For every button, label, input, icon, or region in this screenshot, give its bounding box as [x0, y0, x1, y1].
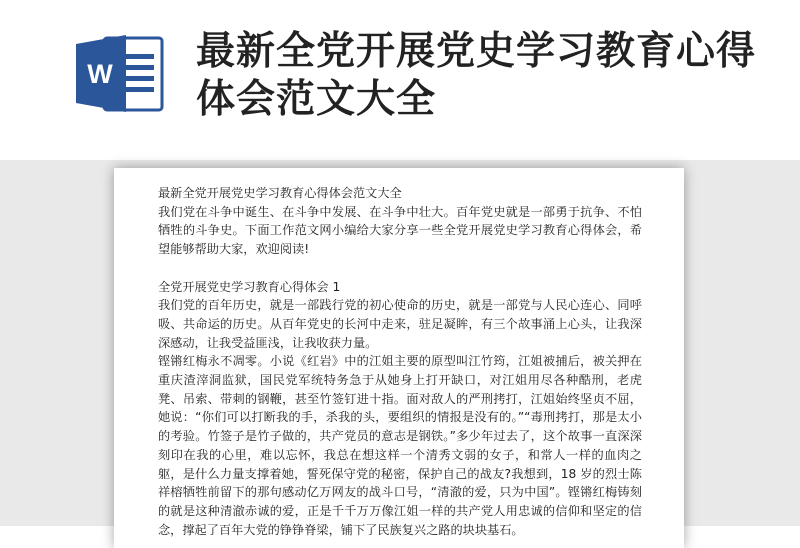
- word-icon-letter: W: [87, 59, 113, 89]
- page-title: 最新全党开展党史学习教育心得体会范文大全: [196, 29, 757, 122]
- document-body: [158, 184, 642, 539]
- document-paragraph: 我们党的百年历史，就是一部践行党的初心使命的历史，就是一部党与人民心连心、同呼吸、共命运的历史。从百年党史的长河中走来，驻足凝眸，有三个故事涌上心头，让我深深感动，让我受益匪浅，让我收获力量。: [158, 298, 642, 350]
- document-paragraph: 我们党在斗争中诞生、在斗争中发展、在斗争中壮大。百年党史就是一部勇于抗争、不怕牺牲的斗争史。下面工作范文网小编给大家分享一些全党开展党史学习教育心得体会，希望能够帮助大家，欢迎阅读!: [158, 204, 642, 257]
- document-paragraph: 铿锵红梅永不凋零。小说《红岩》中的江姐主要的原型叫江竹筠，江姐被捕后，被关押在重庆渣滓洞监狱，国民党军统特务急于从她身上打开缺口，对江姐用尽各种酷刑，老虎凳、吊索、带刺的钢鞭，甚至竹签钉进十指。面对敌人的严刑拷打，江姐始终坚贞不屈，她说：“你们可以打断我的手，杀我的头，要组织的情报是没有的。”“毒刑拷打，那是太小的考验。竹签子是竹子做的，共产党员的意志是钢铁。”多少年过去了，这个故事一直深深刻印在我的心里，难以忘怀，我总在想这样一个清秀文弱的女子，和常人一样的血肉之躯，是什么力量支撑着她，誓死保守党的秘密，保护自己的战友?我想到，18 岁的烈士陈祥榕牺牲前留下的那句感动亿万网友的战斗口号，“清澈的爱，只为中国”。铿锵红梅铸刻的就是这种清澈赤诚的爱，正是千千万万像江姐一样的共产党人用忠诚的信仰和坚定的信念，撑起了百年大党的铮铮脊梁，铺下了民族复兴之路的块块基石。: [158, 354, 642, 537]
- document-heading: 最新全党开展党史学习教育心得体会范文大全: [158, 186, 402, 200]
- word-document-icon: [74, 32, 166, 114]
- header-banner: [0, 0, 800, 160]
- section-heading: 全党开展党史学习教育心得体会 1: [158, 279, 341, 294]
- document-page: [114, 168, 684, 548]
- blank-line: [158, 259, 642, 278]
